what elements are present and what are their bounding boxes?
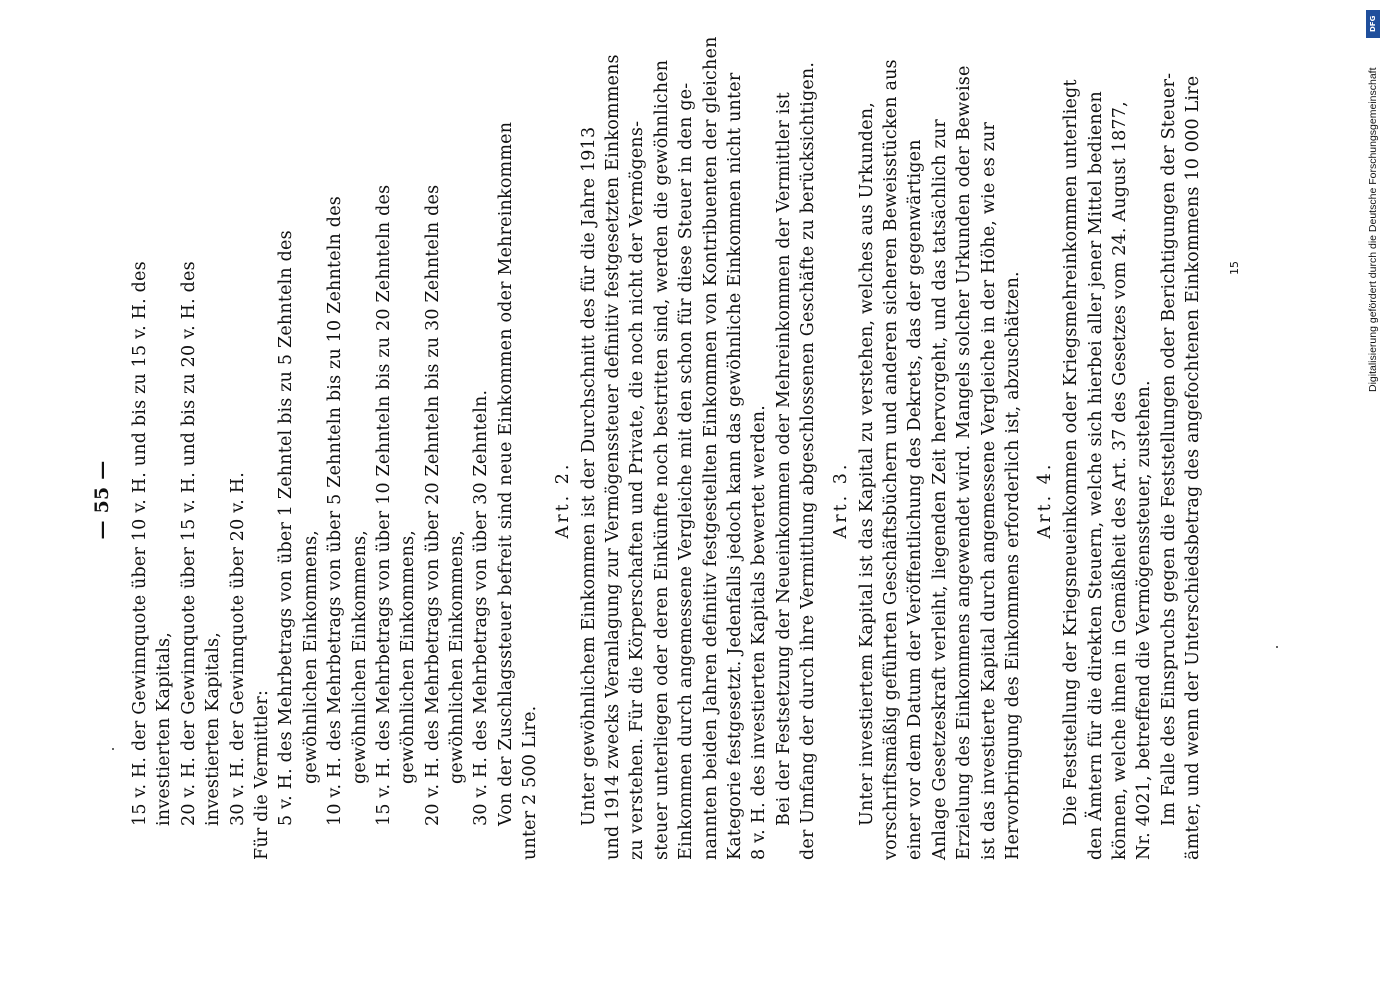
text-line: Unter gewöhnlichem Einkommen ist der Durchschnitt des für die Jahre 1913	[578, 126, 599, 826]
text-line: 10 v. H. des Mehrbetrags von über 5 Zehnteln bis zu 10 Zehnteln des	[325, 196, 346, 826]
text-line: 30 v. H. der Gewinnquote über 20 v. H.	[227, 471, 248, 826]
text-line: Kategorie festgesetzt. Jedenfalls jedoch kann das gewöhnliche Einkommen nicht unter	[724, 72, 745, 860]
text-line: investierten Kapitals,	[154, 632, 175, 826]
text-line: 20 v. H. des Mehrbetrags von über 20 Zehnteln bis zu 30 Zehnteln des	[422, 184, 443, 826]
text-line: Von der Zuschlagssteuer befreit sind neue Einkommen oder Mehreinkommen	[495, 121, 516, 826]
text-line: und 1914 zwecks Veranlagung zur Vermögenssteuer definitiv festgesetzten Einkommens	[603, 54, 624, 860]
text-line: Bei der Festsetzung der Neueinkommen oder Mehreinkommen der Vermittler ist	[773, 92, 794, 826]
print-speck	[1276, 646, 1278, 648]
article-heading: Art. 3.	[830, 461, 851, 539]
section-art-4	[1059, 72, 1205, 860]
text-line: steuer unterliegen oder deren Einkünfte noch bestritten sind, werden die gewöhnlichen	[651, 59, 672, 860]
text-line: 8 v. H. des investierten Kapitals bewertet werden.	[749, 404, 770, 860]
text-line: Nr. 4021, betreffend die Vermögenssteuer, zustehen.	[1134, 380, 1155, 860]
funding-note-wrapper	[1366, 67, 1380, 782]
text-line: gewöhnlichen Einkommens,	[349, 529, 370, 784]
print-speck	[112, 748, 114, 750]
text-line: Im Falle des Einspruchs gegen die Feststellungen oder Berichtigungen der Steuer-	[1158, 72, 1179, 826]
text-line: können, welche ihnen in Gemäßheit des Art. 37 des Gesetzes vom 24. August 1877,	[1110, 101, 1131, 860]
section-tax-rates	[128, 121, 543, 860]
text-line: 30 v. H. des Mehrbetrags von über 30 Zehnteln.	[471, 389, 492, 826]
text-line: Unter investiertem Kapital ist das Kapital zu verstehen, welches aus Urkunden,	[856, 102, 877, 826]
text-line: Die Feststellung der Kriegsneueinkommen oder Kriegsmehreinkommen unterliegt	[1061, 79, 1082, 826]
article-heading: Art. 4.	[1035, 461, 1056, 539]
text-line: zu verstehen. Für die Körperschaften und Private, die noch nicht der Vermögens-	[627, 120, 648, 860]
section-art-3	[855, 59, 1026, 860]
text-line: nannten beiden Jahren definitiv festgestellten Einkommen von Kontribuenten der gleichen	[700, 36, 721, 860]
text-line: gewöhnlichen Einkommens,	[398, 529, 419, 784]
text-line: 15 v. H. des Mehrbetrags von über 10 Zehnteln bis zu 20 Zehnteln des	[373, 184, 394, 826]
text-line: 20 v. H. der Gewinnquote über 15 v. H. und bis zu 20 v. H. des	[178, 261, 199, 826]
page-number: — 55 —	[91, 460, 113, 540]
page-body	[88, 36, 1238, 860]
text-line: Erzielung des Einkommens angewendet wird. Mangels solcher Urkunden oder Beweise	[954, 65, 975, 860]
text-line: den Ämtern für die direkten Steuern, welche sich hierbei aller jener Mittel bedienen	[1085, 91, 1106, 860]
text-line: gewöhnlichen Einkommens,	[300, 529, 321, 784]
text-line: investierten Kapitals,	[203, 632, 224, 826]
text-line: unter 2 500 Lire.	[520, 705, 541, 860]
funding-note: Digitalisierung gefördert durch die Deutsche Forschungsgemeinschaft	[1367, 67, 1379, 392]
text-line: einer vor dem Datum der Veröffentlichung des Dekrets, das der gegenwärtigen	[905, 139, 926, 860]
text-line: 15 v. H. der Gewinnquote über 10 v. H. und bis zu 15 v. H. des	[130, 261, 150, 826]
section-art-2	[577, 36, 821, 860]
footer-page-number: 15	[1228, 261, 1241, 275]
text-line: vorschriftsmäßig geführten Geschäftsbüchern und anderen sicheren Beweisstücken aus	[880, 59, 901, 860]
text-line: Einkommen durch angemessene Vergleiche mit den schon für diese Steuer in den ge-	[676, 82, 697, 860]
text-line: der Umfang der durch ihre Vermittlung abgeschlossenen Geschäfte zu berücksichtigen.	[798, 61, 819, 860]
text-line: 5 v. H. des Mehrbetrags von über 1 Zehntel bis zu 5 Zehnteln des	[276, 230, 297, 826]
text-line: Hervorbringung des Einkommens erforderlich ist, abzuschätzen.	[1002, 271, 1023, 860]
text-line: ist das investierte Kapital durch angemessene Vergleiche in der Höhe, wie es zur	[978, 121, 999, 860]
text-line: Anlage Gesetzeskraft verleiht, liegenden Zeit hervorgeht, und das tatsächlich zur	[929, 119, 950, 860]
text-line: Für die Vermittler:	[251, 689, 272, 860]
text-line: gewöhnlichen Einkommens,	[447, 529, 468, 784]
dfg-logo-icon: DFG	[1366, 10, 1380, 38]
article-heading: Art. 2.	[552, 461, 573, 539]
text-line: ämter, und wenn der Unterschiedsbetrag des angefochtenen Einkommens 10 000 Lire	[1183, 75, 1204, 860]
